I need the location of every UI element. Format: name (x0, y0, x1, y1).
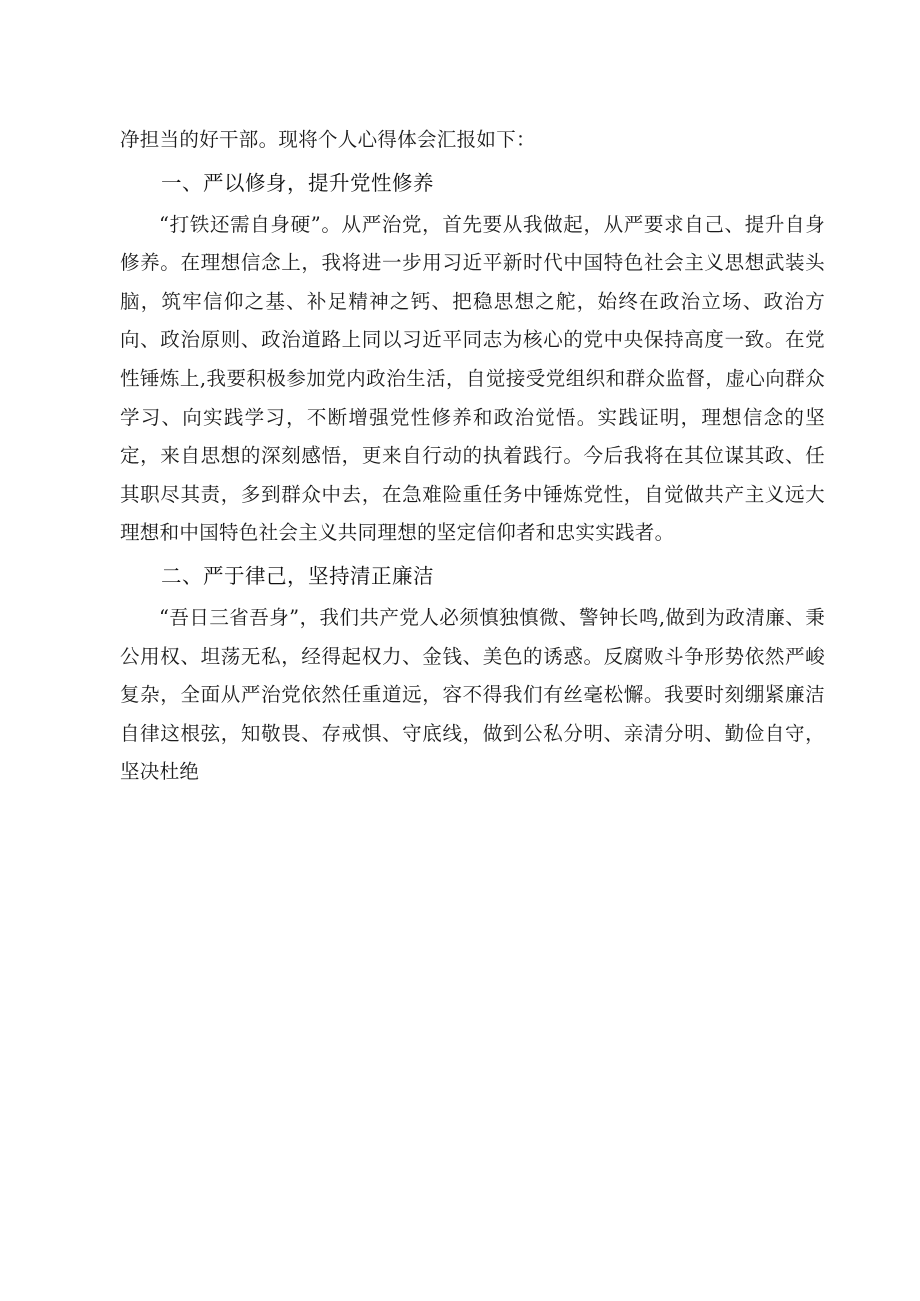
intro-paragraph: 净担当的好干部。现将个人心得体会汇报如下： (120, 128, 536, 151)
document-body (120, 121, 825, 792)
section-heading-2: 二、严于律己，坚持清正廉洁 (161, 563, 434, 588)
section-heading-1: 一、严以修身，提升党性修养 (161, 170, 434, 195)
section-2-paragraph: “吾日三省吾身”，我们共产党人必须慎独慎微、警钟长鸣,做到为政清廉、秉公用权、坦荡无私，经得起权力、金钱、美色的诱惑。反腐败斗争形势依然严峻复杂，全面从严治党依然任重道远，容不得我们有丝毫松懈。我要时刻绷紧廉洁自律这根弦，知敬畏、存戒惧、守底线，做到公私分明、亲清分明、勤俭自守，坚决杜绝 (120, 605, 825, 784)
section-1-paragraph: “打铁还需自身硬”。从严治党，首先要从我做起，从严要求自己、提升自身修养。在理想信念上，我将进一步用习近平新时代中国特色社会主义思想武装头脑，筑牢信仰之基、补足精神之钙、把稳思想之舵，始终在政治立场、政治方向、政治原则、政治道路上同以习近平同志为核心的党中央保持高度一致。在党性锤炼上,我要积极参加党内政治生活，自觉接受党组织和群众监督，虚心向群众学习、向实践学习，不断增强党性修养和政治觉悟。实践证明，理想信念的坚定，来自思想的深刻感悟，更来自行动的执着践行。今后我将在其位谋其政、任其职尽其责，多到群众中去，在急难险重任务中锤炼党性，自觉做共产主义远大理想和中国特色社会主义共同理想的坚定信仰者和忠实实践者。 (120, 212, 825, 545)
